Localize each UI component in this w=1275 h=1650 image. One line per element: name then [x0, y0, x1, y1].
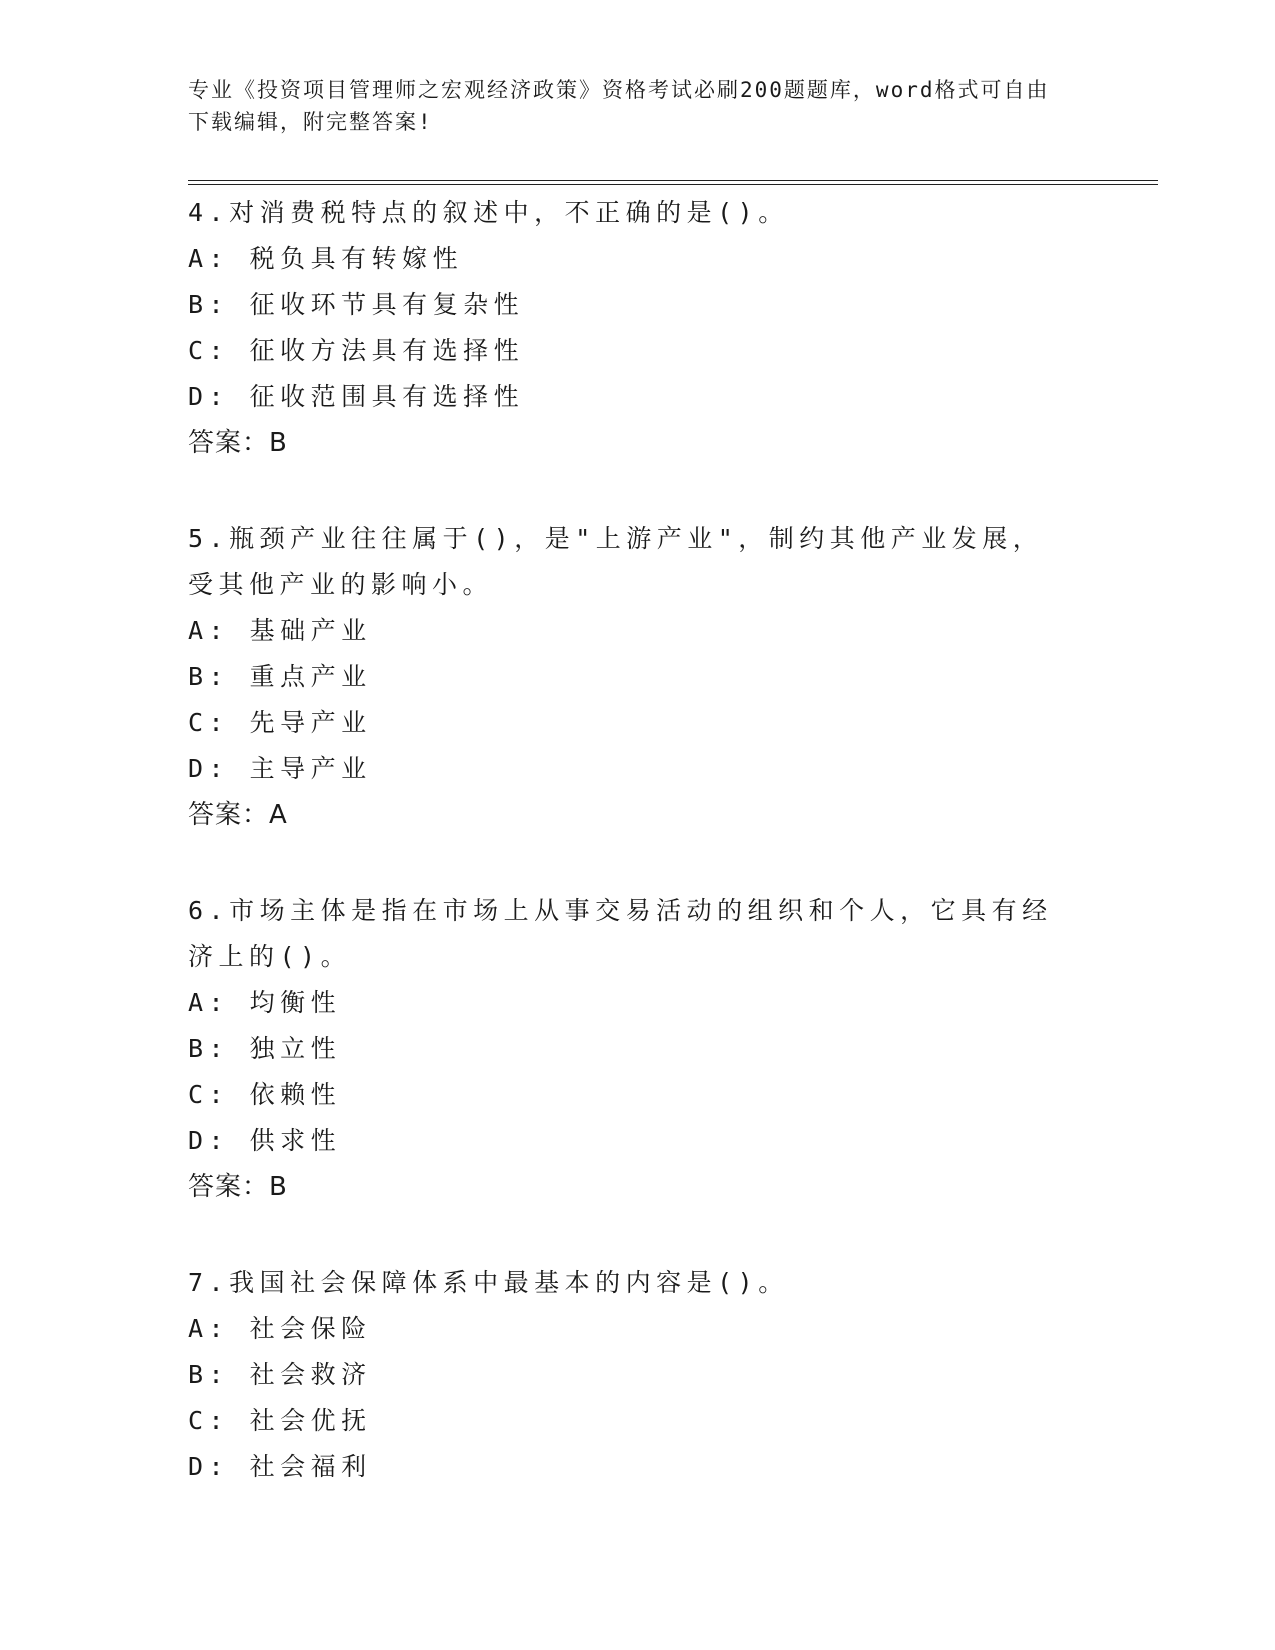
question-5 [188, 516, 1068, 838]
option-b: B: 重点产业 [188, 662, 372, 691]
option-c: C: 先导产业 [188, 708, 372, 737]
question-stem: 7.我国社会保障体系中最基本的内容是()。 [188, 1268, 789, 1297]
option-a: A: 税负具有转嫁性 [188, 244, 464, 273]
answer-label: 答案：A [188, 800, 288, 830]
option-b: B: 社会救济 [188, 1360, 372, 1389]
option-c: C: 征收方法具有选择性 [188, 336, 525, 365]
question-list [188, 190, 1068, 1540]
option-b: B: 独立性 [188, 1034, 342, 1063]
question-4 [188, 190, 1068, 466]
question-6 [188, 888, 1068, 1210]
answer-label: 答案：B [188, 428, 288, 458]
option-a: A: 基础产业 [188, 616, 372, 645]
question-7 [188, 1260, 1068, 1490]
question-stem: 6.市场主体是指在市场上从事交易活动的组织和个人，它具有经济上的()。 [188, 896, 1053, 971]
document-title: 专业《投资项目管理师之宏观经济政策》资格考试必刷200题题库，word格式可自由下载编辑，附完整答案! [188, 78, 1050, 134]
question-stem: 4.对消费税特点的叙述中，不正确的是()。 [188, 198, 789, 227]
option-d: D: 供求性 [188, 1126, 342, 1155]
option-c: C: 社会优抚 [188, 1406, 372, 1435]
answer-label: 答案：B [188, 1172, 288, 1202]
option-a: A: 社会保险 [188, 1314, 372, 1343]
header-divider [188, 180, 1158, 185]
option-d: D: 主导产业 [188, 754, 372, 783]
option-d: D: 征收范围具有选择性 [188, 382, 525, 411]
option-d: D: 社会福利 [188, 1452, 372, 1481]
option-c: C: 依赖性 [188, 1080, 342, 1109]
option-a: A: 均衡性 [188, 988, 342, 1017]
option-b: B: 征收环节具有复杂性 [188, 290, 525, 319]
question-stem: 5.瓶颈产业往往属于()，是"上游产业"，制约其他产业发展，受其他产业的影响小。 [188, 524, 1044, 599]
